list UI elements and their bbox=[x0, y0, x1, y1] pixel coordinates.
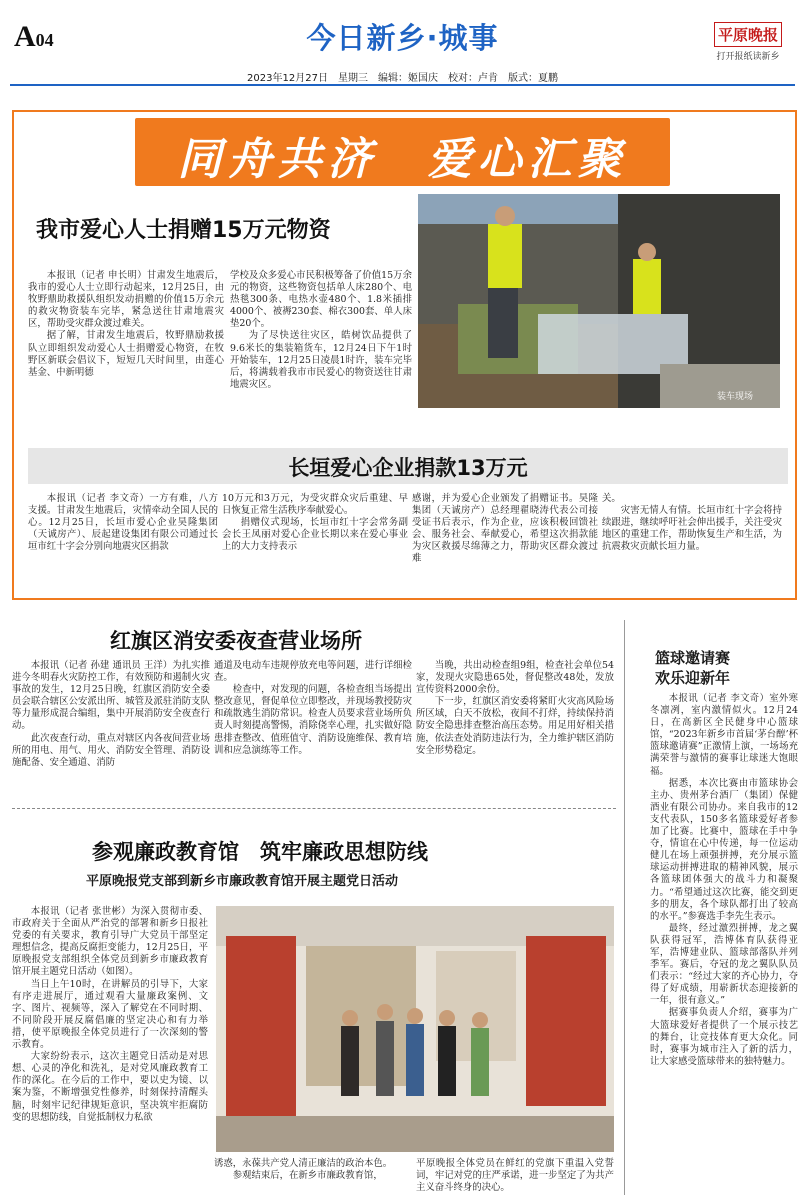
article4-para: 大家纷纷表示，这次主题党日活动是对思想、心灵的净化和洗礼，是对党风廉政教育工作的深化。在今后的工作中，要以史为镜、以案为鉴，不断增强党性修养，时刻保持清醒头脑，时刻牢记纪律规矩意识，坚决筑牢拒腐防变的思想防线，自觉抵制权力私欲 bbox=[12, 1051, 208, 1123]
article2-para: 关。 bbox=[602, 493, 621, 504]
article5-title: 篮球邀请赛 欢乐迎新年 bbox=[655, 649, 731, 687]
article2-para: 捐赠仪式现场，长垣市红十字会常务副会长王凤丽对爱心企业长期以来在爱心事业上的大力支持表示 bbox=[222, 517, 408, 553]
article3-para: 通道及电动车违规停放充电等问题，进行详细检查。 bbox=[214, 660, 412, 684]
article2-title: 长垣爱心企业捐款13万元 bbox=[288, 456, 528, 480]
article4-title: 参观廉政教育馆 筑牢廉政思想防线 bbox=[92, 840, 428, 864]
article4-subtitle: 平原晚报党支部到新乡市廉政教育馆开展主题党日活动 bbox=[86, 874, 399, 889]
section-title: 今日新乡·城事 bbox=[306, 21, 499, 55]
museum-photo bbox=[216, 906, 614, 1152]
header-rule bbox=[10, 84, 795, 86]
article2-para: 灾害无情人有情。长垣市红十字会将持续跟进，继续呼吁社会伸出援手，关注受灾地区的重建工作，帮助恢复生产和生活，为抗震救灾贡献长垣力量。 bbox=[602, 505, 782, 553]
loading-photo bbox=[418, 194, 780, 408]
article4-para: 本报讯（记者 张世彬）为深入贯彻市委、市政府关于全面从严治党的部署和新乡日报社党委的有关要求，教育引导广大党员干部坚定理想信念，提高反腐拒变能力，12月25日，平原晚报党支部组织全体党员到新乡市廉政教育馆开展主题党日活动（如图）。 bbox=[12, 906, 208, 978]
article3-para: 下一步，红旗区消安委将紧盯火灾高风险场所区域，白天不放松，夜间不打烊，持续保持消防安全隐患排查整治高压态势。用足用好相关措施，依法查处消防违法行为，全力维护辖区消防安全形势稳定。 bbox=[416, 696, 614, 756]
article1-para: 为了尽快送往灾区，皓树饮品提供了9.6米长的集装箱货车，12月24日下午1时开始装车，12月25日凌晨1时许，装车完毕后，将满载着我市市民爱心的物资送往甘肃地震灾区。 bbox=[230, 330, 412, 390]
logo-text: 平原晚报 bbox=[714, 22, 782, 47]
article3-para: 当晚，共出动检查组9组，检查社会单位54家，发现火灾隐患65处，督促整改48处，发放宣传资料2000余份。 bbox=[416, 660, 614, 696]
masthead-logo bbox=[702, 22, 794, 62]
article1-col1 bbox=[28, 270, 224, 379]
logo-slogan: 打开报纸读新乡 bbox=[716, 52, 780, 62]
article4-para: 当日上午10时，在讲解员的引导下，大家有序走进展厅，通过观看大量廉政案例、文字、图片、视频等，深入了解党在不同时期、不同阶段开展反腐倡廉的坚定决心和有力举措，使平原晚报全体党员进行了一次深刻的警示教育。 bbox=[12, 978, 208, 1051]
photo-credit: 装车现场 bbox=[717, 392, 754, 402]
feature-banner-text: 同舟共济 爱心汇聚 bbox=[177, 134, 628, 185]
article2-para: 感谢，并为爱心企业颁发了捐赠证书。昊隆集团（天诚房产）总经理翟晓涛代表公司接受证书后表示，作为企业，应该积极回馈社会、服务社会、奉献爱心，希望这次捐款能为灾区救援尽绵薄之力，帮助灾区群众渡过难 bbox=[412, 493, 598, 565]
article3-para: 此次夜查行动，重点对辖区内各夜间营业场所的用电、用气、用火、消防安全管理、消防设施配备、安全通道、消防 bbox=[12, 732, 210, 768]
article5-para: 本报讯（记者 李文奇）室外寒冬凛冽，室内激情似火。12月24日，在高新区全民健身中心篮球馆，“2023年新乡市首届‘茅台醇’杯篮球邀请赛”正激情上演，一场场充满荣誉与激情的赛事让球迷大饱眼福。 bbox=[650, 693, 798, 777]
article1-para: 学校及众多爱心市民积极筹备了价值15万余元的物资，这些物资包括单人床280个、电热毯300条、电热水壶480个、1.8米插排4000个、被褥230套、棉衣300套、单人床垫20个。 bbox=[230, 270, 412, 330]
article1-para: 据了解，甘肃发生地震后，牧野鼎励救援队立即组织发动爱心人士捐赠爱心物资，在牧野区新联会倡议下，短短几天时间里，由莲心基金、中新明德 bbox=[28, 330, 224, 378]
page-letter: A bbox=[14, 20, 36, 53]
article3-title: 红旗区消安委夜查营业场所 bbox=[110, 629, 362, 653]
article4-para: 平原晚报全体党员在鲜红的党旗下重温入党誓词，牢记对党的庄严承诺，进一步坚定了为共产主义奋斗终身的决心。 bbox=[416, 1158, 614, 1194]
article5-para: 据悉，本次比赛由市篮球协会主办、贵州茅台酒厂（集团）保健酒业有限公司协办。来自我市的12支代表队，150多名篮球爱好者参加了比赛。比赛中，篮球在手中争夺，情谊在心中传递，每一位运动健儿在场上顽强拼搏，充分展示篮球运动拼搏进取的精神风貌，展示各篮球团体强大的战斗力和凝聚力。“希望通过这次比赛，能交到更多的朋友，各个球队都打出了较高的水平。”参赛选手李先生表示。 bbox=[650, 777, 798, 922]
article4-para: 参观结束后，在新乡市廉政教育馆， bbox=[232, 1170, 383, 1182]
article3-para: 检查中，对发现的问题，各检查组当场提出整改意见，督促单位立即整改，并现场教授防灾和疏散逃生消防常识。检查人员要求营业场所负责人时刻提高警惕，消除侥幸心理，扎实做好隐患排查整改、值班值守、消防设施维保、教育培训和应急演练等工作。 bbox=[214, 684, 412, 756]
column-divider bbox=[624, 620, 625, 1195]
article5-para: 最终，经过激烈拼搏，龙之翼队获得冠军，浩博体育队获得亚军，浩博建业队、篮球部落队并列季军。赛后，夺冠的龙之翼队队员们表示：“经过大家的齐心协力，夺得了好成绩，用崭新状态迎接新的一年，很有意义。” bbox=[650, 922, 798, 1007]
article5-para: 据赛事负责人介绍，赛事为广大篮球爱好者提供了一个展示技艺的舞台，让竞技体育更大众化。同时，赛事为城市注入了新的活力，让大家感受篮球带来的独特魅力。 bbox=[650, 1007, 798, 1067]
article1-col2 bbox=[230, 270, 412, 391]
article2-para: 10万元和3万元，为受灾群众灾后重建、早日恢复正常生活秩序奉献爱心。 bbox=[222, 493, 408, 517]
article1-title: 我市爱心人士捐赠15万元物资 bbox=[36, 218, 331, 243]
section-divider bbox=[12, 808, 616, 809]
page-meta: 2023年12月27日 星期三 编辑：姬国庆 校对：卢肯 版式：夏鹏 bbox=[247, 73, 558, 84]
article4-para: 诱惑，永葆共产党人清正廉洁的政治本色。 bbox=[214, 1158, 393, 1169]
article3-para: 本报讯（记者 孙建 通讯员 王洋）为扎实推进今冬明春火灾防控工作，有效预防和遏制火灾事故的发生，12月25日晚，红旗区消防安全委员会联合辖区公安派出所、城管及派驻消防支队等力量形成混合编组，集中开展消防安全夜查行动。 bbox=[12, 660, 210, 732]
article2-para: 本报讯（记者 李文奇）一方有难，八方支援。甘肃发生地震后，灾情牵动全国人民的心。12月25日，长垣市爱心企业昊隆集团（天诚房产）、辰起建设集团有限公司通过长垣市红十字会分别向地震灾区捐款 bbox=[28, 493, 218, 553]
page-num: 04 bbox=[35, 30, 54, 50]
article1-para: 本报讯（记者 申长明）甘肃发生地震后，我市的爱心人士立即行动起来，12月25日，由牧野鼎助救援队组织发动捐赠的价值15万余元的救灾物资装车完毕，紧急送往甘肃地震灾区，帮助受灾群众渡过难关。 bbox=[28, 270, 224, 330]
